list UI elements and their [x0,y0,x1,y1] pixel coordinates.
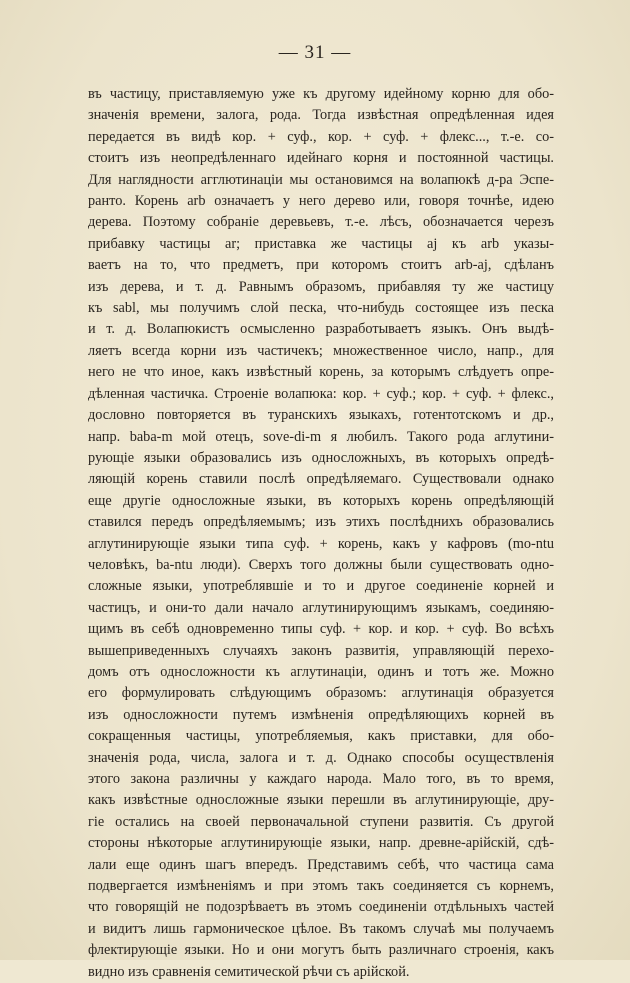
text-line: значенія рода, числа, залога и т. д. Однако способы осуществленія [88,749,554,766]
text-line: ранто. Корень arb означаетъ у него дерево или, говоря точнѣе, идею [88,193,554,210]
text-line: дословно повторяется въ туранскихъ языкахъ, готентотскомъ и др., [88,407,554,424]
text-line: ляетъ всегда корни изъ частичекъ; множественное число, напр., для [88,342,554,359]
text-line: аглутинирующіе языки типа суф. + корень, какъ у кафровъ (mo-ntu [88,535,554,552]
text-line: прибавку частицы ar; приставка же частицы aj къ arb указы- [88,235,554,252]
text-line: рующіе языки образовались изъ односложныхъ, въ которыхъ опредѣ- [88,449,554,466]
text-line: этого закона различны у каждаго народа. Мало того, въ то время, [88,771,554,787]
text-line: ляющій корень ставили послѣ опредѣляемаго. Существовали однако [88,471,554,488]
text-line: еще другіе односложные языки, въ которыхъ корень опредѣляющій [88,492,554,509]
text-line: какъ извѣстные односложные языки перешли въ аглутинирующіе, дру- [88,792,554,809]
text-line: подвергается измѣненіямъ и при этомъ такъ соединяется съ корнемъ, [88,878,554,895]
text-line: него не что иное, какъ извѣстный корень, за которымъ слѣдуетъ опре- [88,364,554,381]
text-line: частицъ, и они-то дали начало аглутинирующимъ языкамъ, соединяю- [88,599,554,616]
text-line: что говорящій не подозрѣваетъ въ этомъ соединеніи отдѣльныхъ частей [88,899,554,916]
text-line: и видитъ лишь гармоническое цѣлое. Въ такомъ случаѣ мы получаемъ [88,920,554,937]
text-line: его формулировать слѣдующимъ образомъ: аглутинація образуется [88,685,554,702]
text-line: въ частицу, приставляемую уже къ другому идейному корню для обо- [88,86,554,102]
text-line: стороны нѣкоторые аглутинирующіе языки, напр. древне-арійскій, сдѣ- [88,835,554,852]
text-line: изъ односложности путемъ измѣненія опредѣляющихъ корней въ [88,706,554,723]
text-line: гіе остались на своей первоначальной ступени развитія. Съ другой [88,813,554,830]
text-line: и т. д. Волапюкистъ осмысленно разработываетъ языкъ. Онъ выдѣ- [88,321,554,338]
text-line: изъ дерева, и т. д. Равнымъ образомъ, прибавляя ту же частицу [88,278,554,295]
text-line: напр. baba-m мой отецъ, sove-di-m я любилъ. Такого рода аглутини- [88,428,554,445]
page-number: — 31 — [278,42,352,63]
text-line: вышеприведенныхъ случаяхъ законъ развитія, управляющій перехо- [88,642,554,659]
text-line: лали еще одинъ шагъ впередъ. Представимъ себѣ, что частица сама [88,856,554,873]
text-line: Для наглядности агглютинаціи мы остановимся на волапюкѣ д-ра Эспе- [88,171,554,188]
text-line: сокращенныя частицы, употребляемыя, какъ приставки, для обо- [88,728,554,745]
text-line: передается въ видѣ кор. + суф., кор. + суф. + флекс..., т.-е. со- [88,128,554,145]
text-line: флектирующіе языки. Но и они могутъ быть различнаго строенія, какъ [88,942,554,959]
text-line: домъ отъ односложности къ аглутинаціи, одинъ и тотъ же. Можно [88,663,554,680]
text-line: дерева. Поэтому собраніе деревьевъ, т.-е. лѣсъ, обозначается черезъ [88,214,554,231]
text-line: стоитъ изъ неопредѣленнаго идейнаго корня и постоянной частицы. [88,150,554,167]
text-line: щимъ въ себѣ одновременно типы суф. + кор. и кор. + суф. Во всѣхъ [88,621,554,638]
text-line: ставился передъ опредѣляемымъ; изъ этихъ послѣднихъ образовались [88,514,554,531]
text-line: къ sabl, мы получимъ слой песка, что-нибудь состоящее изъ песка [88,300,554,317]
text-line: дѣленная частичка. Строеніе волапюка: кор. + суф.; кор. + суф. + флекс., [88,385,554,402]
text-line: ваетъ на то, что предметъ, при которомъ стоитъ arb-aj, сдѣланъ [88,257,554,274]
body-text [88,84,554,983]
text-line: видно изъ сравненія семитической рѣчи съ арійской. [88,963,410,980]
text-line: сложные языки, употреблявшіе и то и другое соединеніе корней и [88,578,554,595]
text-line: человѣкъ, ba-ntu люди). Сверхъ того должны были существовать одно- [88,556,554,573]
text-line: значенія времени, залога, рода. Тогда извѣстная опредѣленная идея [88,107,554,124]
